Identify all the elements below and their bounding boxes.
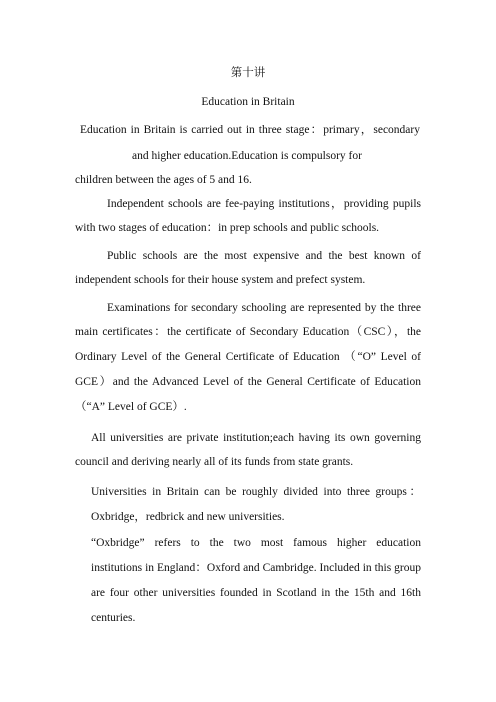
paragraph-5-line-1: All universities are private institution;each having its own governing xyxy=(91,432,421,444)
paragraph-1-line-2: and higher education.Education is compulsory for xyxy=(132,150,362,162)
paragraph-4-line-5: （“A” Level of GCE）. xyxy=(75,401,187,413)
paragraph-6-line-1: Universities in Britain can be roughly divided into three groups： xyxy=(91,486,421,498)
paragraph-1-line-1: Education in Britain is carried out in three stage：primary，secondary xyxy=(80,124,420,136)
lecture-label: 第十讲 xyxy=(230,67,266,79)
paragraph-2-line-2: with two stages of education：in prep schools and public schools. xyxy=(75,222,380,234)
paragraph-4-line-1: Examinations for secondary schooling are represented by the three xyxy=(107,302,421,314)
paragraph-3-line-2: independent schools for their house system and prefect system. xyxy=(75,274,366,286)
paragraph-2-line-1: Independent schools are fee-paying institutions，providing pupils xyxy=(107,198,421,210)
paragraph-7-line-2: institutions in England：Oxford and Cambridge. Included in this group xyxy=(91,562,421,574)
paragraph-4-line-4: GCE）and the Advanced Level of the General Certificate of Education xyxy=(75,376,421,388)
paragraph-4-line-2: main certificates：the certificate of Secondary Education（CSC），the xyxy=(75,326,421,338)
paragraph-5-line-2: council and deriving nearly all of its funds from state grants. xyxy=(75,456,354,468)
paragraph-7-line-4: centuries. xyxy=(91,612,136,624)
paragraph-1-line-3: children between the ages of 5 and 16. xyxy=(75,174,252,186)
paragraph-4-line-3: Ordinary Level of the General Certificate of Education （“O” Level of xyxy=(75,351,421,363)
document-title: Education in Britain xyxy=(201,96,295,108)
paragraph-7-line-3: are four other universities founded in Scotland in the 15th and 16th xyxy=(91,587,421,599)
paragraph-3-line-1: Public schools are the most expensive and the best known of xyxy=(107,250,421,262)
paragraph-7-line-1: “Oxbridge” refers to the two most famous higher education xyxy=(91,537,421,549)
paragraph-6-line-2: Oxbridge，redbrick and new universities. xyxy=(91,511,285,523)
